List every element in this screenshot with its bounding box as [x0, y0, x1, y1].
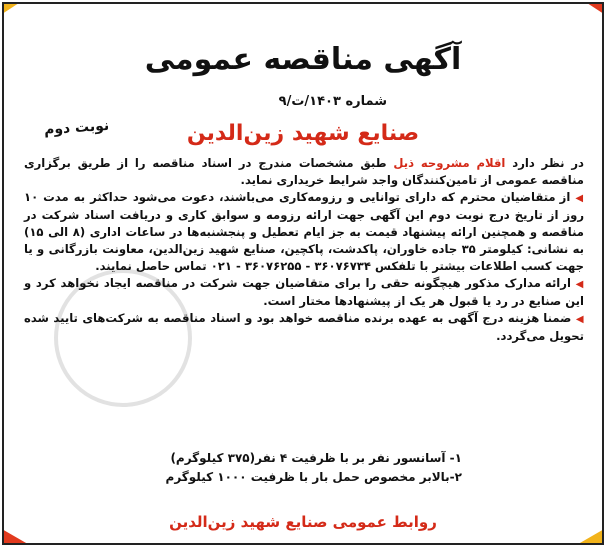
footer-signature: روابط عمومی صنایع شهید زین‌الدین	[169, 513, 437, 531]
bullet-icon: ◀	[575, 279, 584, 290]
tender-number: شماره ۱۴۰۳/ت/۹	[278, 94, 387, 109]
items-list	[166, 449, 462, 487]
paragraph-invitation	[24, 189, 584, 275]
paragraph-costs	[24, 310, 584, 345]
intro-paragraph	[24, 155, 584, 189]
advertisement-frame	[2, 2, 604, 545]
page-title: آگهی مناقصه عمومی	[144, 42, 462, 77]
intro-rest: طبق مشخصات مندرج در اسناد مناقصه را از طریق برگزاری مناقصه عمومی از تامین‌کنندگان واجد شرایط خریداری نماید.	[24, 156, 584, 187]
list-item: ۲-بالابر مخصوص حمل بار با ظرفیت ۱۰۰۰ کیلوگرم	[165, 470, 462, 484]
list-item: ۱- آسانسور نفر بر با ظرفیت ۴ نفر(۳۷۵ کیلوگرم)	[170, 451, 462, 465]
bullet-icon: ◀	[575, 314, 584, 325]
paragraph-text: ارائه مدارک مذکور هیچگونه حقی را برای متقاضیان جهت شرکت در مناقصه ایجاد نخواهد کرد و این صنایع در رد یا قبول هر یک از پیشنهادها مختار است.	[24, 276, 584, 308]
intro-prefix: در نظر دارد	[512, 156, 584, 170]
company-name: صنایع شهید زین‌الدین	[186, 121, 420, 146]
announcement-body	[24, 155, 584, 345]
publication-round: نوبت دوم	[43, 117, 110, 139]
decorative-band-top-left	[2, 2, 165, 34]
bullet-icon: ◀	[575, 193, 584, 204]
decorative-band-top-right	[441, 2, 604, 34]
intro-highlight: اقلام مشروحه ذیل	[393, 156, 506, 170]
paragraph-text: از متقاضیان محترم که دارای توانایی و رزومه‌کاری می‌باشند، دعوت می‌شود حداکثر به مدت ۱۰ روز از تاریخ درج نوبت دوم این آگهی جهت ارائه رزومه و سوابق کاری و دریافت اسناد شرکت در مناقصه و همچنین ارائه پیشنهاد قیمت به جز ایام تعطیل و پنجشنبه‌ها در ساعات اداری (۸ الی ۱۵) به نشانی: کیلومتر ۳۵ جاده خاوران، پاکدشت، پاکچین، صنایع شهید زین‌الدین، معاونت بازرگانی و یا جهت کسب اطلاعات بیشتر با تلفکس ۳۶۰۷۶۷۳۴ - ۳۶۰۷۶۲۵۵ - ۰۲۱ تماس حاصل نمایند.	[24, 190, 584, 273]
paragraph-rights	[24, 275, 584, 310]
paragraph-text: ضمنا هزینه درج آگهی به عهده برنده مناقصه خواهد بود و اسناد مناقصه به شرکت‌های تایید شده تحویل می‌گردد.	[24, 311, 584, 343]
